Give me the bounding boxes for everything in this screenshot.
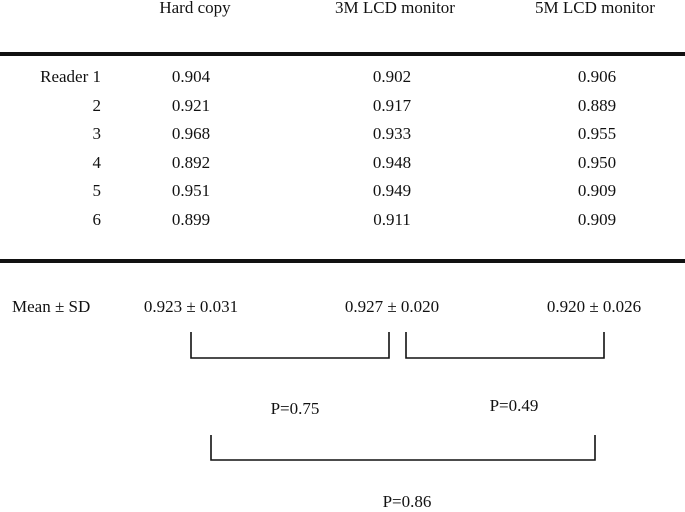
cell-r5-5m: 0.909 <box>577 181 617 200</box>
p-value-hard-copy-vs-5m: P=0.86 <box>382 492 432 511</box>
cell-r2-3m: 0.917 <box>372 96 412 115</box>
cell-r5-hard-copy: 0.951 <box>171 181 211 200</box>
row-label-reader-6: 6 <box>92 210 101 229</box>
cell-r3-5m: 0.955 <box>577 124 617 143</box>
cell-r1-hard-copy: 0.904 <box>171 67 211 86</box>
row-label-reader-5: 5 <box>92 181 101 200</box>
bracket-3m-vs-5m <box>406 332 604 358</box>
cell-r4-hard-copy: 0.892 <box>171 153 211 172</box>
cell-r6-hard-copy: 0.899 <box>171 210 211 229</box>
row-label-reader-2: 2 <box>92 96 101 115</box>
cell-r6-3m: 0.911 <box>373 210 411 229</box>
header-3m-lcd-monitor: 3M LCD monitor <box>335 0 455 17</box>
cell-r3-hard-copy: 0.968 <box>171 124 211 143</box>
summary-hard-copy: 0.923 ± 0.031 <box>143 297 239 316</box>
cell-r1-5m: 0.906 <box>577 67 617 86</box>
cell-r2-hard-copy: 0.921 <box>171 96 211 115</box>
p-value-hard-copy-vs-3m: P=0.75 <box>270 399 320 418</box>
cell-r4-5m: 0.950 <box>577 153 617 172</box>
header-5m-lcd-monitor: 5M LCD monitor <box>535 0 655 17</box>
summary-label: Mean ± SD <box>12 297 91 316</box>
p-value-3m-vs-5m: P=0.49 <box>489 396 539 415</box>
row-label-reader-1: Reader 1 <box>40 67 101 86</box>
header-hard-copy: Hard copy <box>159 0 231 17</box>
row-label-reader-4: 4 <box>92 153 101 172</box>
cell-r1-3m: 0.902 <box>372 67 412 86</box>
cell-r4-3m: 0.948 <box>372 153 412 172</box>
row-label-reader-3: 3 <box>92 124 101 143</box>
cell-r6-5m: 0.909 <box>577 210 617 229</box>
cell-r3-3m: 0.933 <box>372 124 412 143</box>
bracket-hard-copy-vs-3m <box>191 332 389 358</box>
summary-3m: 0.927 ± 0.020 <box>344 297 440 316</box>
cell-r5-3m: 0.949 <box>372 181 412 200</box>
cell-r2-5m: 0.889 <box>577 96 617 115</box>
bracket-hard-copy-vs-5m <box>211 435 595 460</box>
summary-5m: 0.920 ± 0.026 <box>546 297 642 316</box>
